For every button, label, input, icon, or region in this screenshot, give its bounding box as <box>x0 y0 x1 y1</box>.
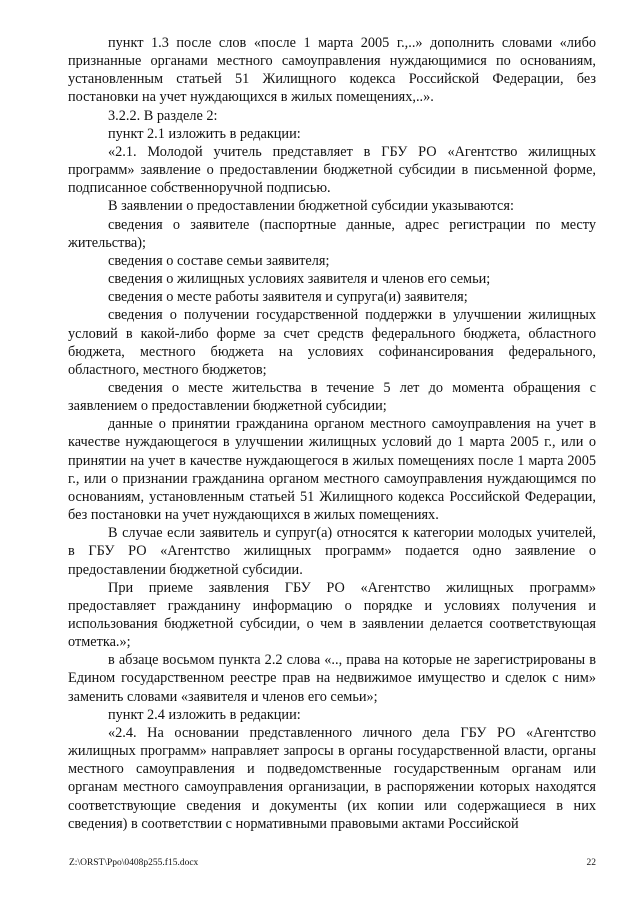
paragraph: сведения о месте работы заявителя и супруга(и) заявителя; <box>108 289 468 306</box>
document-body <box>68 34 596 833</box>
paragraph: 3.2.2. В разделе 2: <box>108 107 218 124</box>
paragraph: сведения о получении государственной поддержки в улучшении жилищных условий в какой-либо форме за счет средств федерального бюджета, областного бюджета, местного бюджета на условиях софинансирования федерального, областного, местного бюджетов; <box>68 307 596 378</box>
paragraph: в абзаце восьмом пункта 2.2 слова «.., права на которые не зарегистрированы в Едином государственном реестре прав на недвижимое имущество и сделок с ним» заменить словами «заявителя и членов его семьи»; <box>68 652 596 705</box>
paragraph: сведения о заявителе (паспортные данные, адрес регистрации по месту жительства); <box>68 216 596 251</box>
paragraph: При приеме заявления ГБУ РО «Агентство жилищных программ» предоставляет гражданину информацию о порядке и условиях получения и использования бюджетной субсидии, о чем в заявлении делается соответствующая отметка.»; <box>68 579 596 651</box>
paragraph: В заявлении о предоставлении бюджетной субсидии указываются: <box>108 198 514 215</box>
file-path: Z:\ORST\Ppo\0408p255.f15.docx <box>69 858 199 868</box>
paragraph: сведения о месте жительства в течение 5 лет до момента обращения с заявлением о предоставлении бюджетной субсидии; <box>68 379 596 415</box>
paragraph: В случае если заявитель и супруг(а) относятся к категории молодых учителей, в ГБУ РО «Агентство жилищных программ» подается одно заявление о предоставлении бюджетной субсидии. <box>68 525 596 578</box>
paragraph: сведения о жилищных условиях заявителя и членов его семьи; <box>108 271 491 288</box>
paragraph: «2.1. Молодой учитель представляет в ГБУ РО «Агентство жилищных программ» заявление о предоставлении бюджетной субсидии в письменной форме, подписанное собственноручной подписью. <box>68 143 596 197</box>
paragraph: сведения о составе семьи заявителя; <box>108 252 330 269</box>
paragraph: пункт 1.3 после слов «после 1 марта 2005 г.,..» дополнить словами «либо признанные органами местного самоуправления нуждающимися по основаниям, установленным статьей 51 Жилищного кодекса Российской Федерации, без постановки на учет нуждающихся в жилых помещениях,..». <box>68 35 596 106</box>
paragraph: пункт 2.1 изложить в редакции: <box>108 125 301 142</box>
paragraph: данные о принятии гражданина органом местного самоуправления на учет в качестве нуждающегося в улучшении жилищных условий до 1 марта 2005 г., или о принятии на учет в качестве нуждающегося в жилых помещениях после 1 марта 2005 г., или о признании гражданина органом местного самоуправления нуждающимся по основаниям, установленным статьей 51 Жилищного кодекса Российской Федерации, без постановки на учет нуждающихся в жилых помещениях. <box>68 416 596 524</box>
page-number: 22 <box>586 858 596 868</box>
paragraph: «2.4. На основании представленного личного дела ГБУ РО «Агентство жилищных программ» направляет запросы в органы государственной власти, органы местного самоуправления и подведомственные государственным органам или органам местного самоуправления организации, в распоряжении которых находятся соответствующие сведения и документы (их копии или содержащиеся в них сведения) в соответствии с нормативными правовыми актами Российской <box>68 724 596 832</box>
paragraph: пункт 2.4 изложить в редакции: <box>108 706 301 723</box>
